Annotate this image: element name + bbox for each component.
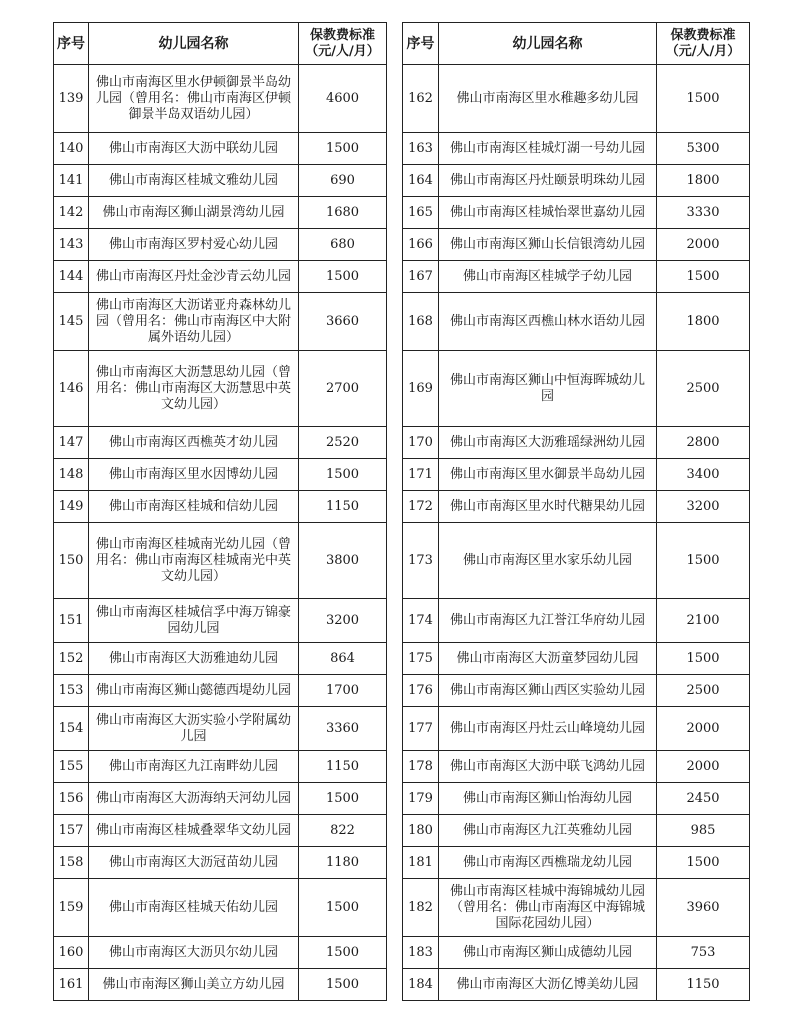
row-number: 144 (54, 261, 89, 293)
row-number: 142 (54, 197, 89, 229)
row-number: 139 (54, 65, 89, 133)
kindergarten-name: 佛山市南海区大沥诺亚舟森林幼儿园（曾用名：佛山市南海区中大附属外语幼儿园） (89, 293, 299, 351)
row-number: 175 (403, 643, 439, 675)
fee-value: 690 (299, 165, 387, 197)
kindergarten-name: 佛山市南海区桂城天佑幼儿园 (89, 879, 299, 937)
kindergarten-name: 佛山市南海区大沥亿博美幼儿园 (439, 969, 657, 1001)
kindergarten-name: 佛山市南海区大沥雅迪幼儿园 (89, 643, 299, 675)
kindergarten-name: 佛山市南海区里水因博幼儿园 (89, 459, 299, 491)
row-number: 180 (403, 815, 439, 847)
row-number: 179 (403, 783, 439, 815)
fee-value: 2000 (657, 229, 750, 261)
table-row (54, 847, 387, 879)
fee-value: 2800 (657, 427, 750, 459)
table-row (54, 351, 387, 427)
table-row (403, 229, 750, 261)
fee-value: 1800 (657, 293, 750, 351)
table-row (403, 815, 750, 847)
row-number: 177 (403, 707, 439, 751)
fee-value: 822 (299, 815, 387, 847)
fee-value: 2000 (657, 751, 750, 783)
fee-value: 2700 (299, 351, 387, 427)
fee-value: 1500 (657, 643, 750, 675)
row-number: 163 (403, 133, 439, 165)
fee-value: 1500 (299, 783, 387, 815)
fee-value: 1700 (299, 675, 387, 707)
fee-value: 1500 (299, 133, 387, 165)
row-number: 168 (403, 293, 439, 351)
fee-value: 5300 (657, 133, 750, 165)
row-number: 151 (54, 599, 89, 643)
table-row (54, 261, 387, 293)
row-number: 173 (403, 523, 439, 599)
table-row (403, 783, 750, 815)
kindergarten-name: 佛山市南海区九江英雅幼儿园 (439, 815, 657, 847)
table-row (54, 427, 387, 459)
kindergarten-name: 佛山市南海区西樵瑞龙幼儿园 (439, 847, 657, 879)
fee-value: 3200 (299, 599, 387, 643)
table-row (403, 459, 750, 491)
fee-value: 1500 (299, 969, 387, 1001)
table-row (54, 643, 387, 675)
row-number: 158 (54, 847, 89, 879)
row-number: 141 (54, 165, 89, 197)
fee-value: 680 (299, 229, 387, 261)
fee-table-left (53, 22, 387, 1001)
header-name: 幼儿园名称 (439, 23, 657, 65)
table-row (54, 229, 387, 261)
fee-value: 1680 (299, 197, 387, 229)
fee-value: 4600 (299, 65, 387, 133)
row-number: 147 (54, 427, 89, 459)
row-number: 155 (54, 751, 89, 783)
kindergarten-name: 佛山市南海区桂城和信幼儿园 (89, 491, 299, 523)
row-number: 140 (54, 133, 89, 165)
fee-value: 1180 (299, 847, 387, 879)
fee-value: 1500 (299, 459, 387, 491)
table-row (54, 815, 387, 847)
kindergarten-name: 佛山市南海区里水御景半岛幼儿园 (439, 459, 657, 491)
kindergarten-name: 佛山市南海区桂城灯湖一号幼儿园 (439, 133, 657, 165)
table-row (54, 491, 387, 523)
table-row (54, 751, 387, 783)
row-number: 146 (54, 351, 89, 427)
kindergarten-name: 佛山市南海区狮山长信银湾幼儿园 (439, 229, 657, 261)
fee-value: 3960 (657, 879, 750, 937)
row-number: 161 (54, 969, 89, 1001)
kindergarten-name: 佛山市南海区狮山怡海幼儿园 (439, 783, 657, 815)
kindergarten-name: 佛山市南海区里水伊顿御景半岛幼儿园（曾用名：佛山市南海区伊顿御景半岛双语幼儿园） (89, 65, 299, 133)
table-row (54, 783, 387, 815)
kindergarten-name: 佛山市南海区罗村爱心幼儿园 (89, 229, 299, 261)
table-row (403, 879, 750, 937)
table-row (403, 133, 750, 165)
kindergarten-name: 佛山市南海区桂城怡翠世嘉幼儿园 (439, 197, 657, 229)
row-number: 170 (403, 427, 439, 459)
table-row (54, 293, 387, 351)
row-number: 150 (54, 523, 89, 599)
fee-value: 3360 (299, 707, 387, 751)
row-number: 184 (403, 969, 439, 1001)
table-row (54, 969, 387, 1001)
row-number: 167 (403, 261, 439, 293)
fee-value: 3200 (657, 491, 750, 523)
header-fee: 保教费标准 （元/人/月） (657, 23, 750, 65)
row-number: 176 (403, 675, 439, 707)
table-row (403, 675, 750, 707)
table-header-row (403, 23, 750, 65)
kindergarten-name: 佛山市南海区狮山懿德西堤幼儿园 (89, 675, 299, 707)
fee-value: 3330 (657, 197, 750, 229)
fee-value: 1500 (657, 261, 750, 293)
fee-value: 3800 (299, 523, 387, 599)
table-row (54, 707, 387, 751)
row-number: 181 (403, 847, 439, 879)
fee-value: 2520 (299, 427, 387, 459)
row-number: 149 (54, 491, 89, 523)
fee-value: 1500 (299, 261, 387, 293)
kindergarten-name: 佛山市南海区狮山西区实验幼儿园 (439, 675, 657, 707)
kindergarten-name: 佛山市南海区里水时代糖果幼儿园 (439, 491, 657, 523)
table-header-row (54, 23, 387, 65)
fee-value: 1150 (299, 751, 387, 783)
kindergarten-name: 佛山市南海区桂城中海锦城幼儿园（曾用名：佛山市南海区中海锦城国际花园幼儿园） (439, 879, 657, 937)
table-row (54, 65, 387, 133)
fee-value: 2450 (657, 783, 750, 815)
table-row (403, 707, 750, 751)
row-number: 169 (403, 351, 439, 427)
header-no: 序号 (54, 23, 89, 65)
row-number: 159 (54, 879, 89, 937)
table-row (54, 675, 387, 707)
fee-value: 1150 (657, 969, 750, 1001)
kindergarten-name: 佛山市南海区大沥雅瑶绿洲幼儿园 (439, 427, 657, 459)
row-number: 174 (403, 599, 439, 643)
header-fee: 保教费标准 （元/人/月） (299, 23, 387, 65)
fee-value: 1150 (299, 491, 387, 523)
table-row (54, 165, 387, 197)
kindergarten-name: 佛山市南海区大沥冠苗幼儿园 (89, 847, 299, 879)
header-no: 序号 (403, 23, 439, 65)
header-name: 幼儿园名称 (89, 23, 299, 65)
table-row (403, 197, 750, 229)
table-row (54, 197, 387, 229)
fee-value: 2500 (657, 351, 750, 427)
kindergarten-name: 佛山市南海区丹灶颐景明珠幼儿园 (439, 165, 657, 197)
kindergarten-name: 佛山市南海区大沥海纳天河幼儿园 (89, 783, 299, 815)
table-row (403, 969, 750, 1001)
table-row (54, 133, 387, 165)
fee-value: 2000 (657, 707, 750, 751)
row-number: 162 (403, 65, 439, 133)
kindergarten-name: 佛山市南海区狮山中恒海晖城幼儿园 (439, 351, 657, 427)
table-row (403, 599, 750, 643)
table-row (403, 165, 750, 197)
table-row (403, 523, 750, 599)
kindergarten-name: 佛山市南海区丹灶云山峰境幼儿园 (439, 707, 657, 751)
fee-value: 3660 (299, 293, 387, 351)
fee-value: 985 (657, 815, 750, 847)
kindergarten-name: 佛山市南海区狮山成德幼儿园 (439, 937, 657, 969)
row-number: 166 (403, 229, 439, 261)
table-row (403, 351, 750, 427)
kindergarten-name: 佛山市南海区大沥慧思幼儿园（曾用名：佛山市南海区大沥慧思中英文幼儿园） (89, 351, 299, 427)
row-number: 154 (54, 707, 89, 751)
row-number: 160 (54, 937, 89, 969)
kindergarten-name: 佛山市南海区大沥实验小学附属幼儿园 (89, 707, 299, 751)
fee-value: 2500 (657, 675, 750, 707)
kindergarten-name: 佛山市南海区大沥中联飞鸿幼儿园 (439, 751, 657, 783)
row-number: 178 (403, 751, 439, 783)
table-row (54, 523, 387, 599)
fee-value: 2100 (657, 599, 750, 643)
fee-value: 1800 (657, 165, 750, 197)
row-number: 157 (54, 815, 89, 847)
kindergarten-name: 佛山市南海区桂城学子幼儿园 (439, 261, 657, 293)
kindergarten-name: 佛山市南海区大沥贝尔幼儿园 (89, 937, 299, 969)
kindergarten-name: 佛山市南海区狮山美立方幼儿园 (89, 969, 299, 1001)
kindergarten-name: 佛山市南海区九江誉江华府幼儿园 (439, 599, 657, 643)
fee-value: 1500 (657, 65, 750, 133)
table-row (403, 261, 750, 293)
table-row (54, 459, 387, 491)
kindergarten-name: 佛山市南海区桂城南光幼儿园（曾用名：佛山市南海区桂城南光中英文幼儿园） (89, 523, 299, 599)
table-row (54, 599, 387, 643)
table-row (403, 65, 750, 133)
table-row (403, 937, 750, 969)
kindergarten-name: 佛山市南海区大沥童梦园幼儿园 (439, 643, 657, 675)
row-number: 171 (403, 459, 439, 491)
fee-value: 1500 (299, 937, 387, 969)
row-number: 143 (54, 229, 89, 261)
table-row (403, 643, 750, 675)
row-number: 164 (403, 165, 439, 197)
kindergarten-name: 佛山市南海区桂城叠翠华文幼儿园 (89, 815, 299, 847)
fee-value: 3400 (657, 459, 750, 491)
kindergarten-name: 佛山市南海区桂城文雅幼儿园 (89, 165, 299, 197)
kindergarten-name: 佛山市南海区大沥中联幼儿园 (89, 133, 299, 165)
kindergarten-name: 佛山市南海区里水稚趣多幼儿园 (439, 65, 657, 133)
fee-table-right (402, 22, 750, 1001)
kindergarten-name: 佛山市南海区里水家乐幼儿园 (439, 523, 657, 599)
row-number: 153 (54, 675, 89, 707)
kindergarten-name: 佛山市南海区九江南畔幼儿园 (89, 751, 299, 783)
table-row (403, 427, 750, 459)
table-row (403, 751, 750, 783)
kindergarten-name: 佛山市南海区狮山湖景湾幼儿园 (89, 197, 299, 229)
fee-value: 1500 (657, 523, 750, 599)
row-number: 152 (54, 643, 89, 675)
row-number: 172 (403, 491, 439, 523)
row-number: 145 (54, 293, 89, 351)
table-row (54, 937, 387, 969)
kindergarten-name: 佛山市南海区丹灶金沙青云幼儿园 (89, 261, 299, 293)
table-row (403, 491, 750, 523)
table-row (403, 293, 750, 351)
table-row (54, 879, 387, 937)
fee-value: 1500 (299, 879, 387, 937)
row-number: 156 (54, 783, 89, 815)
table-row (403, 847, 750, 879)
kindergarten-name: 佛山市南海区西樵英才幼儿园 (89, 427, 299, 459)
kindergarten-name: 佛山市南海区西樵山林水语幼儿园 (439, 293, 657, 351)
row-number: 148 (54, 459, 89, 491)
row-number: 182 (403, 879, 439, 937)
kindergarten-name: 佛山市南海区桂城信孚中海万锦豪园幼儿园 (89, 599, 299, 643)
row-number: 165 (403, 197, 439, 229)
fee-value: 1500 (657, 847, 750, 879)
row-number: 183 (403, 937, 439, 969)
fee-value: 864 (299, 643, 387, 675)
fee-value: 753 (657, 937, 750, 969)
